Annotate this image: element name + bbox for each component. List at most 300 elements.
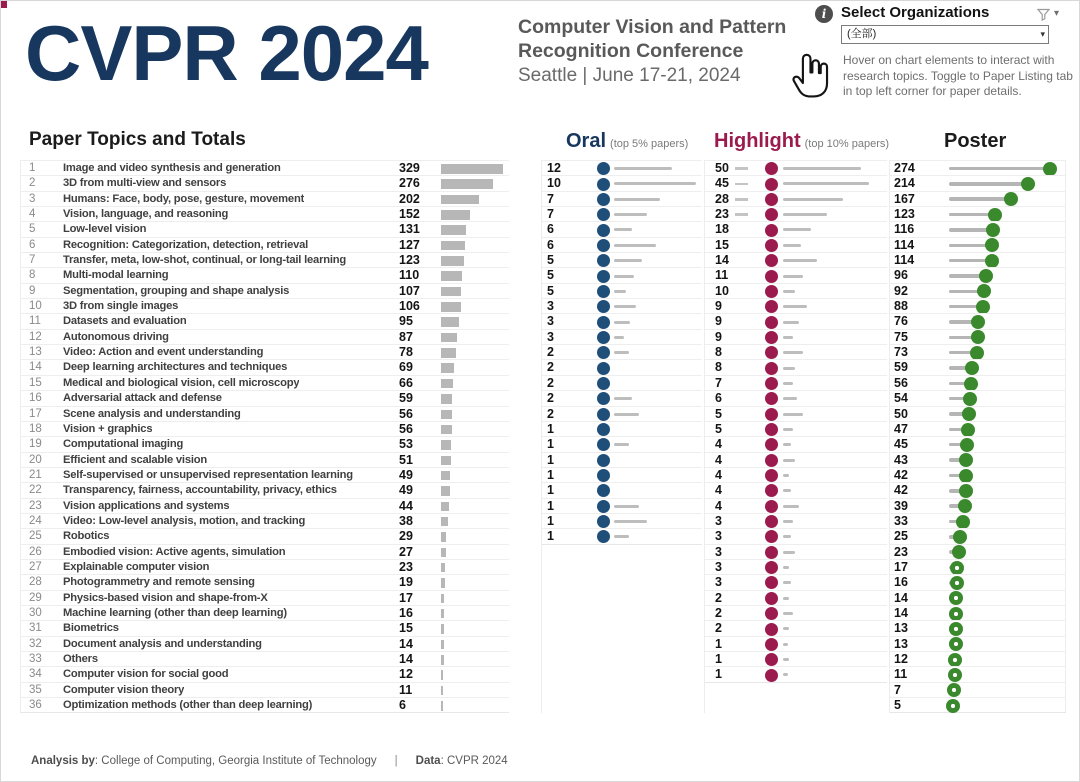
poster-row[interactable] (890, 528, 1066, 543)
poster-dot[interactable] (985, 238, 999, 252)
poster-dot[interactable] (962, 407, 976, 421)
highlight-dot[interactable] (765, 469, 778, 482)
oral-dot[interactable] (597, 438, 610, 451)
poster-dot[interactable] (971, 330, 985, 344)
topic-total-bar[interactable] (441, 333, 457, 343)
highlight-dot[interactable] (765, 162, 778, 175)
topic-total-bar[interactable] (441, 609, 444, 619)
oral-row[interactable] (542, 359, 702, 374)
poster-dot[interactable] (958, 499, 972, 513)
oral-dot[interactable] (597, 500, 610, 513)
poster-row[interactable] (890, 636, 1066, 651)
highlight-row[interactable] (705, 590, 887, 605)
topic-total-bar[interactable] (441, 287, 461, 297)
poster-dot[interactable] (1021, 177, 1035, 191)
topic-row[interactable] (21, 344, 509, 359)
topic-name: Photogrammetry and remote sensing (63, 576, 255, 589)
oral-row[interactable] (542, 406, 702, 421)
highlight-dot[interactable] (765, 484, 778, 497)
topic-row[interactable] (21, 666, 509, 681)
topic-total-bar[interactable] (441, 379, 453, 389)
poster-row[interactable] (890, 344, 1066, 359)
highlight-row[interactable] (705, 636, 887, 651)
highlight-dot[interactable] (765, 346, 778, 359)
highlight-row[interactable] (705, 237, 887, 252)
topic-row[interactable] (21, 359, 509, 374)
topic-row[interactable] (21, 605, 509, 620)
topic-row[interactable] (21, 421, 509, 436)
poster-dot[interactable] (1043, 162, 1057, 176)
highlight-dot[interactable] (765, 669, 778, 682)
oral-row[interactable] (542, 313, 702, 328)
highlight-row[interactable] (705, 221, 887, 236)
highlight-row[interactable] (705, 390, 887, 405)
topic-total-bar[interactable] (441, 440, 451, 450)
organization-dropdown-value: (全部) (847, 28, 877, 40)
poster-row[interactable] (890, 283, 1066, 298)
highlight-dot[interactable] (765, 178, 778, 191)
topic-row[interactable] (21, 620, 509, 635)
oral-dot[interactable] (597, 377, 610, 390)
highlight-row[interactable] (705, 544, 887, 559)
poster-dot[interactable] (971, 315, 985, 329)
highlight-range-line (783, 566, 789, 569)
oral-dot[interactable] (597, 316, 610, 329)
topic-total-bar[interactable] (441, 578, 445, 588)
highlight-row[interactable] (705, 344, 887, 359)
topic-total-bar[interactable] (441, 502, 449, 512)
oral-dot[interactable] (597, 469, 610, 482)
oral-row[interactable] (542, 206, 702, 221)
filter-funnel-icon[interactable] (1037, 8, 1050, 26)
highlight-dot[interactable] (765, 438, 778, 451)
topic-total: 59 (399, 391, 413, 406)
poster-count: 39 (894, 498, 908, 513)
poster-row[interactable] (890, 359, 1066, 374)
highlight-row[interactable] (705, 160, 887, 175)
oral-dot[interactable] (597, 346, 610, 359)
highlight-row[interactable] (705, 528, 887, 543)
topic-row[interactable] (21, 513, 509, 528)
poster-dot[interactable] (950, 561, 964, 575)
oral-dot[interactable] (597, 530, 610, 543)
highlight-row[interactable] (705, 467, 887, 482)
topic-row[interactable] (21, 237, 509, 252)
topic-total-bar[interactable] (441, 195, 479, 205)
poster-dot[interactable] (959, 484, 973, 498)
highlight-dot[interactable] (765, 331, 778, 344)
poster-dot[interactable] (946, 699, 960, 713)
oral-row[interactable] (542, 252, 702, 267)
poster-row[interactable] (890, 237, 1066, 252)
highlight-dot[interactable] (765, 546, 778, 559)
oral-row[interactable] (542, 191, 702, 206)
topic-row[interactable] (21, 559, 509, 574)
topic-total-bar[interactable] (441, 164, 503, 174)
oral-row[interactable] (542, 267, 702, 282)
poster-dot[interactable] (961, 423, 975, 437)
oral-column-header (566, 130, 688, 153)
oral-row[interactable] (542, 390, 702, 405)
topic-total: 152 (399, 207, 420, 222)
topic-row[interactable] (21, 452, 509, 467)
oral-dot[interactable] (597, 362, 610, 375)
poster-row[interactable] (890, 313, 1066, 328)
oral-count: 6 (547, 237, 554, 252)
oral-dot[interactable] (597, 178, 610, 191)
topic-row[interactable] (21, 636, 509, 651)
poster-row[interactable] (890, 221, 1066, 236)
topic-row[interactable] (21, 482, 509, 497)
poster-dot[interactable] (985, 254, 999, 268)
topic-total-bar[interactable] (441, 594, 444, 604)
topic-total: 127 (399, 237, 420, 252)
poster-dot[interactable] (963, 392, 977, 406)
highlight-dot[interactable] (765, 515, 778, 528)
poster-dot[interactable] (976, 300, 990, 314)
oral-dot[interactable] (597, 515, 610, 528)
highlight-range-line (783, 658, 789, 661)
highlight-count: 10 (715, 283, 729, 298)
topic-total-bar[interactable] (441, 532, 446, 542)
topic-total: 11 (399, 682, 413, 697)
topic-row[interactable] (21, 283, 509, 298)
oral-dot[interactable] (597, 162, 610, 175)
highlight-dot[interactable] (765, 208, 778, 221)
oral-dot[interactable] (597, 239, 610, 252)
topic-total-bar[interactable] (441, 624, 444, 634)
poster-row[interactable] (890, 375, 1066, 390)
topic-row[interactable] (21, 390, 509, 405)
topic-total-bar[interactable] (441, 563, 445, 573)
highlight-dot[interactable] (765, 530, 778, 543)
info-icon[interactable]: i (815, 5, 833, 23)
topic-total-bar[interactable] (441, 686, 443, 696)
poster-dot[interactable] (960, 438, 974, 452)
poster-row[interactable] (890, 421, 1066, 436)
poster-row[interactable] (890, 329, 1066, 344)
oral-count: 1 (547, 467, 554, 482)
topic-total-bar[interactable] (441, 210, 470, 220)
highlight-row[interactable] (705, 620, 887, 635)
oral-dot[interactable] (597, 408, 610, 421)
highlight-row[interactable] (705, 498, 887, 513)
topic-total-bar[interactable] (441, 317, 459, 327)
highlight-dot[interactable] (765, 193, 778, 206)
topic-name: Vision, language, and reasoning (63, 208, 229, 221)
topic-row[interactable] (21, 313, 509, 328)
topic-total-bar[interactable] (441, 363, 454, 373)
topic-total-bar[interactable] (441, 670, 443, 680)
poster-row[interactable] (890, 482, 1066, 497)
poster-row[interactable] (890, 206, 1066, 221)
poster-row[interactable] (890, 452, 1066, 467)
topic-total-bar[interactable] (441, 425, 452, 435)
topic-row[interactable] (21, 436, 509, 451)
highlight-dot[interactable] (765, 638, 778, 651)
oral-dot[interactable] (597, 285, 610, 298)
poster-row[interactable] (890, 498, 1066, 513)
topic-total-bar[interactable] (441, 640, 444, 650)
oral-dot[interactable] (597, 392, 610, 405)
highlight-dot[interactable] (765, 239, 778, 252)
poster-dot[interactable] (959, 453, 973, 467)
poster-dot[interactable] (949, 637, 963, 651)
oral-row[interactable] (542, 237, 702, 252)
highlight-dot[interactable] (765, 254, 778, 267)
poster-dot[interactable] (959, 469, 973, 483)
topic-total-bar[interactable] (441, 271, 462, 281)
highlight-row[interactable] (705, 651, 887, 666)
oral-row[interactable] (542, 175, 702, 190)
highlight-row[interactable] (705, 513, 887, 528)
poster-row[interactable] (890, 605, 1066, 620)
highlight-row[interactable] (705, 421, 887, 436)
topic-row[interactable] (21, 206, 509, 221)
topic-name: Segmentation, grouping and shape analysis (63, 284, 290, 297)
highlight-row[interactable] (705, 406, 887, 421)
topic-total-bar[interactable] (441, 456, 451, 466)
topic-row[interactable] (21, 406, 509, 421)
highlight-row[interactable] (705, 191, 887, 206)
highlight-row[interactable] (705, 375, 887, 390)
conference-logo: CVPR 2024 (25, 9, 428, 97)
highlight-row[interactable] (705, 605, 887, 620)
highlight-range-line (783, 505, 799, 508)
topic-total-bar[interactable] (441, 179, 493, 189)
topic-row[interactable] (21, 329, 509, 344)
topic-total-bar[interactable] (441, 394, 452, 404)
poster-dot[interactable] (953, 530, 967, 544)
highlight-row[interactable] (705, 452, 887, 467)
topic-row[interactable] (21, 682, 509, 697)
poster-dot[interactable] (949, 591, 963, 605)
poster-dot[interactable] (970, 346, 984, 360)
topic-rank: 26 (29, 545, 42, 558)
highlight-dot[interactable] (765, 285, 778, 298)
footer (31, 755, 508, 767)
topic-row[interactable] (21, 252, 509, 267)
highlight-dot[interactable] (765, 270, 778, 283)
oral-row[interactable] (542, 329, 702, 344)
topic-name: 3D from single images (63, 300, 179, 313)
topic-row[interactable] (21, 697, 509, 712)
oral-count: 2 (547, 360, 554, 375)
highlight-row[interactable] (705, 666, 887, 681)
topic-row[interactable] (21, 528, 509, 543)
poster-dot[interactable] (1004, 192, 1018, 206)
poster-dot[interactable] (986, 223, 1000, 237)
poster-dot[interactable] (952, 545, 966, 559)
poster-count: 45 (894, 437, 908, 452)
poster-dot[interactable] (956, 515, 970, 529)
oral-row[interactable] (542, 421, 702, 436)
topic-row[interactable] (21, 467, 509, 482)
highlight-dot[interactable] (765, 576, 778, 589)
highlight-row[interactable] (705, 436, 887, 451)
poster-row[interactable] (890, 160, 1066, 175)
highlight-dot[interactable] (765, 454, 778, 467)
oral-row[interactable] (542, 283, 702, 298)
poster-row[interactable] (890, 682, 1066, 697)
poster-row[interactable] (890, 559, 1066, 574)
highlight-dot[interactable] (765, 607, 778, 620)
poster-dot[interactable] (965, 361, 979, 375)
highlight-row[interactable] (705, 283, 887, 298)
poster-dot[interactable] (950, 576, 964, 590)
oral-range-line (614, 443, 629, 446)
poster-dot[interactable] (988, 208, 1002, 222)
highlight-row[interactable] (705, 559, 887, 574)
topic-row[interactable] (21, 375, 509, 390)
poster-dot[interactable] (948, 668, 962, 682)
oral-row[interactable] (542, 452, 702, 467)
poster-dot[interactable] (949, 607, 963, 621)
poster-dot[interactable] (947, 683, 961, 697)
oral-count: 1 (547, 437, 554, 452)
highlight-row[interactable] (705, 574, 887, 589)
highlight-left-dash (735, 213, 748, 216)
oral-dot[interactable] (597, 193, 610, 206)
highlight-row[interactable] (705, 329, 887, 344)
oral-row[interactable] (542, 482, 702, 497)
topic-row[interactable] (21, 298, 509, 313)
poster-dot[interactable] (979, 269, 993, 283)
oral-row[interactable] (542, 375, 702, 390)
topic-total-bar[interactable] (441, 486, 450, 496)
poster-row[interactable] (890, 191, 1066, 206)
topic-rank: 21 (29, 468, 42, 481)
highlight-row[interactable] (705, 313, 887, 328)
oral-row[interactable] (542, 528, 702, 543)
poster-row[interactable] (890, 267, 1066, 282)
topic-total-bar[interactable] (441, 348, 456, 358)
highlight-dot[interactable] (765, 316, 778, 329)
topic-row[interactable] (21, 191, 509, 206)
highlight-row[interactable] (705, 175, 887, 190)
topic-row[interactable] (21, 267, 509, 282)
highlight-dot[interactable] (765, 623, 778, 636)
poster-row[interactable] (890, 298, 1066, 313)
topic-total-bar[interactable] (441, 701, 443, 711)
oral-row[interactable] (542, 298, 702, 313)
oral-row[interactable] (542, 513, 702, 528)
poster-dot[interactable] (949, 622, 963, 636)
topic-total-bar[interactable] (441, 655, 444, 665)
poster-row[interactable] (890, 697, 1066, 712)
poster-row[interactable] (890, 651, 1066, 666)
topic-row[interactable] (21, 590, 509, 605)
topic-total-bar[interactable] (441, 410, 452, 420)
poster-dot[interactable] (977, 284, 991, 298)
poster-row[interactable] (890, 620, 1066, 635)
highlight-row[interactable] (705, 267, 887, 282)
highlight-dot[interactable] (765, 423, 778, 436)
oral-dot[interactable] (597, 331, 610, 344)
poster-row[interactable] (890, 513, 1066, 528)
topic-row[interactable] (21, 651, 509, 666)
poster-row[interactable] (890, 544, 1066, 559)
topic-row[interactable] (21, 160, 509, 175)
topic-total-bar[interactable] (441, 241, 465, 251)
oral-row[interactable] (542, 221, 702, 236)
highlight-dot[interactable] (765, 224, 778, 237)
poster-dot[interactable] (948, 653, 962, 667)
highlight-row[interactable] (705, 359, 887, 374)
highlight-dot[interactable] (765, 362, 778, 375)
highlight-row[interactable] (705, 298, 887, 313)
topic-total-bar[interactable] (441, 517, 448, 527)
poster-row[interactable] (890, 436, 1066, 451)
dropdown-caret-icon[interactable]: ▾ (1040, 29, 1045, 39)
topic-row[interactable] (21, 175, 509, 190)
filter-caret-icon[interactable]: ▾ (1054, 8, 1060, 19)
highlight-dot[interactable] (765, 653, 778, 666)
topic-row[interactable] (21, 498, 509, 513)
select-organizations-label: Select Organizations (841, 4, 990, 21)
poster-row[interactable] (890, 590, 1066, 605)
oral-dot[interactable] (597, 300, 610, 313)
topic-row[interactable] (21, 221, 509, 236)
poster-row[interactable] (890, 175, 1066, 190)
highlight-row[interactable] (705, 206, 887, 221)
highlight-dot[interactable] (765, 561, 778, 574)
highlight-row[interactable] (705, 252, 887, 267)
oral-dot[interactable] (597, 270, 610, 283)
poster-count: 13 (894, 621, 908, 636)
highlight-dot[interactable] (765, 392, 778, 405)
highlight-dot[interactable] (765, 592, 778, 605)
highlight-dot[interactable] (765, 377, 778, 390)
topic-total-bar[interactable] (441, 548, 446, 558)
highlight-count: 1 (715, 667, 722, 682)
organization-dropdown[interactable] (841, 25, 1049, 44)
topic-name: Self-supervised or unsupervised representation learning (63, 468, 353, 481)
highlight-dot[interactable] (765, 408, 778, 421)
oral-dot[interactable] (597, 224, 610, 237)
oral-row[interactable] (542, 344, 702, 359)
highlight-row[interactable] (705, 482, 887, 497)
poster-row[interactable] (890, 406, 1066, 421)
topic-total-bar[interactable] (441, 256, 464, 266)
topic-row[interactable] (21, 574, 509, 589)
oral-row[interactable] (542, 467, 702, 482)
highlight-count: 2 (715, 605, 722, 620)
poster-dot[interactable] (964, 377, 978, 391)
poster-row[interactable] (890, 390, 1066, 405)
poster-row[interactable] (890, 467, 1066, 482)
oral-dot[interactable] (597, 484, 610, 497)
topic-total-bar[interactable] (441, 302, 461, 312)
oral-dot[interactable] (597, 454, 610, 467)
poster-row[interactable] (890, 574, 1066, 589)
oral-row[interactable] (542, 498, 702, 513)
topic-row[interactable] (21, 544, 509, 559)
poster-row[interactable] (890, 666, 1066, 681)
oral-count: 1 (547, 498, 554, 513)
oral-dot[interactable] (597, 423, 610, 436)
highlight-dot[interactable] (765, 300, 778, 313)
topic-total-bar[interactable] (441, 471, 450, 481)
topic-total-bar[interactable] (441, 225, 466, 235)
highlight-dot[interactable] (765, 500, 778, 513)
oral-dot[interactable] (597, 254, 610, 267)
oral-row[interactable] (542, 436, 702, 451)
poster-row[interactable] (890, 252, 1066, 267)
poster-count: 73 (894, 345, 908, 360)
oral-dot[interactable] (597, 208, 610, 221)
oral-row[interactable] (542, 160, 702, 175)
